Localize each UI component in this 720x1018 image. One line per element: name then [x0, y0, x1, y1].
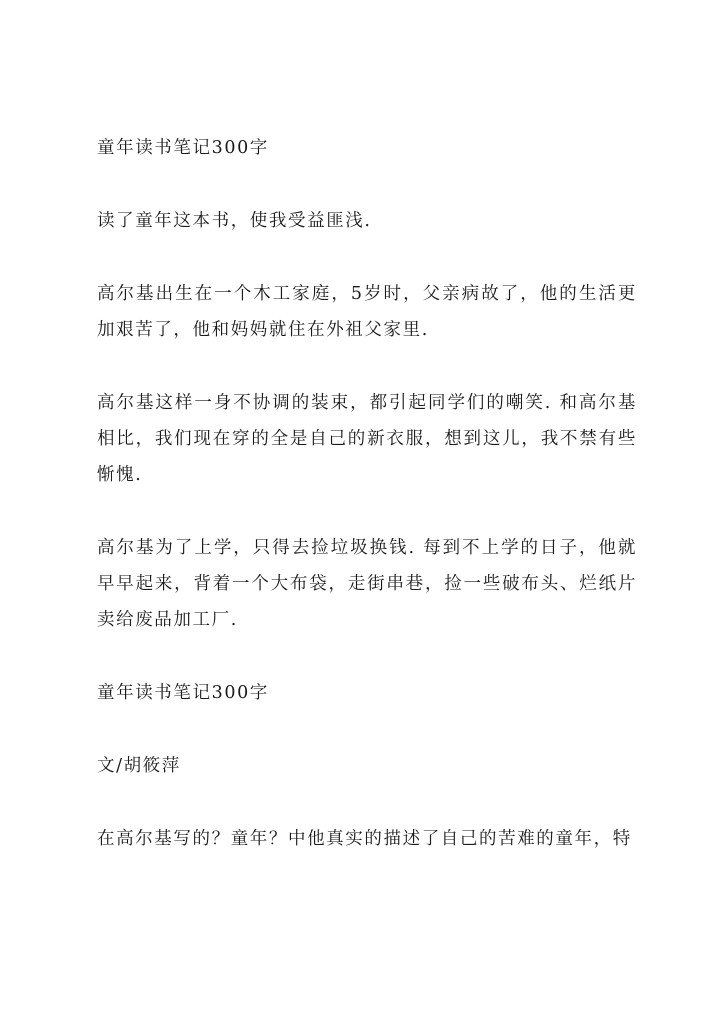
second-title-heading: 童年读书笔记300字	[97, 683, 269, 703]
paragraph-birth: 高尔基出生在一个木工家庭，5岁时，父亲病故了，他的生活更加艰苦了，他和妈妈就住在外祖父家里.	[97, 284, 637, 340]
paragraph-school-attire: 高尔基这样一身不协调的装束，都引起同学们的嘲笑. 和高尔基相比，我们现在穿的全是自己的新衣服，想到这儿，我不禁有些惭愧.	[97, 393, 637, 485]
author-line: 文/胡筱萍	[97, 756, 181, 776]
title-heading: 童年读书笔记300字	[97, 138, 269, 158]
paragraph-intro: 读了童年这本书，使我受益匪浅.	[97, 211, 372, 231]
paragraph-description: 在高尔基写的？童年？中他真实的描述了自己的苦难的童年，特	[97, 829, 632, 849]
paragraph-scavenging: 高尔基为了上学，只得去捡垃圾换钱. 每到不上学的日子，他就早早起来，背着一个大布袋，走街串巷，捡一些破布头、烂纸片卖给废品加工厂.	[97, 538, 637, 630]
document-body	[97, 130, 637, 894]
